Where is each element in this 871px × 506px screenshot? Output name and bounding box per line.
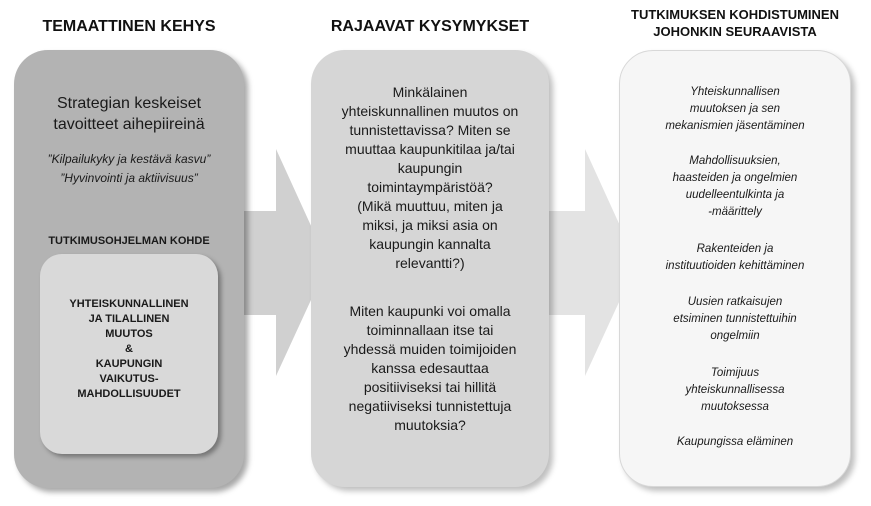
focus-line: muutoksen ja sen <box>689 103 781 115</box>
target-line: & <box>125 343 133 355</box>
question-city-action <box>314 302 546 435</box>
question-line: tunnistettavissa? Miten se <box>349 122 511 138</box>
header-limiting-questions: RAJAAVAT KYSYMYKSET <box>330 18 530 35</box>
target-line: JA TILALLINEN <box>88 313 170 325</box>
strategy-line-2: tavoitteet aihepiireinä <box>53 116 205 133</box>
strategy-line-1: Strategian keskeiset <box>56 95 202 112</box>
question-line: yhdessä muiden toimijoiden <box>343 341 517 357</box>
focus-line: Kaupungissa eläminen <box>676 436 794 448</box>
focus-line: ongelmiin <box>710 330 760 342</box>
quote-wellbeing: ”Hyvinvointi ja aktiivisuus” <box>60 171 198 185</box>
header-thematic-frame: TEMAATTINEN KEHYS <box>42 18 216 35</box>
target-line: YHTEISKUNNALLINEN <box>69 298 189 310</box>
question-line: muutoksia? <box>394 417 466 433</box>
question-line: yhteiskunnallinen muutos on <box>341 103 519 119</box>
target-line: VAIKUTUS- <box>99 373 159 385</box>
focus-item-4 <box>619 294 851 345</box>
focus-line: etsiminen tunnistettuihin <box>673 313 797 325</box>
focus-line: -määrittely <box>708 206 762 218</box>
question-line: positiiviseksi tai hillitä <box>363 379 497 395</box>
focus-line: yhteiskunnallisessa <box>685 384 785 396</box>
question-line: toimintaympäristöä? <box>367 179 493 195</box>
focus-line: Uusien ratkaisujen <box>687 296 783 308</box>
question-line: (Mikä muuttuu, miten ja <box>357 198 503 214</box>
question-line: relevantti?) <box>395 255 465 271</box>
question-line: Minkälainen <box>392 84 468 100</box>
quote-competitiveness: ”Kilpailukyky ja kestävä kasvu” <box>47 152 211 166</box>
question-line: kaupungin kannalta <box>369 236 491 252</box>
header-research-focus-line2: JOHONKIN SEURAAVISTA <box>653 24 817 39</box>
focus-item-2 <box>619 153 851 221</box>
focus-line: instituutioiden kehittäminen <box>665 260 805 272</box>
question-line: kaupungin <box>397 160 463 176</box>
target-line: KAUPUNGIN <box>95 358 163 370</box>
focus-line: muutoksessa <box>701 401 769 413</box>
target-line: MUUTOS <box>105 328 153 340</box>
strategy-goals-text <box>14 93 244 135</box>
program-target-text <box>40 297 218 402</box>
focus-line: Yhteiskunnallisen <box>690 86 780 98</box>
focus-line: mekanismien jäsentäminen <box>665 120 805 132</box>
focus-item-5 <box>619 365 851 416</box>
question-line: negatiiviseksi tunnistettuja <box>348 398 512 414</box>
focus-item-6 <box>619 434 851 451</box>
focus-line: Toimijuus <box>710 367 760 379</box>
question-line: Miten kaupunki voi omalla <box>349 303 511 319</box>
focus-line: haasteiden ja ongelmien <box>672 172 798 184</box>
question-line: muuttaa kaupunkitilaa ja/tai <box>345 141 515 157</box>
question-line: toiminnallaan itse tai <box>366 322 494 338</box>
question-societal-change <box>314 83 546 273</box>
program-target-label: TUTKIMUSOHJELMAN KOHDE <box>48 235 210 247</box>
target-line: MAHDOLLISUUDET <box>77 388 181 400</box>
focus-line: uudelleentulkinta ja <box>685 189 785 201</box>
focus-line: Mahdollisuuksien, <box>689 155 781 167</box>
focus-item-3 <box>619 241 851 275</box>
focus-item-1 <box>619 84 851 135</box>
focus-line: Rakenteiden ja <box>696 243 774 255</box>
question-line: miksi, ja miksi asia on <box>362 217 498 233</box>
header-research-focus <box>600 6 870 40</box>
question-line: kanssa edesauttaa <box>371 360 489 376</box>
header-research-focus-line1: TUTKIMUKSEN KOHDISTUMINEN <box>631 7 839 22</box>
